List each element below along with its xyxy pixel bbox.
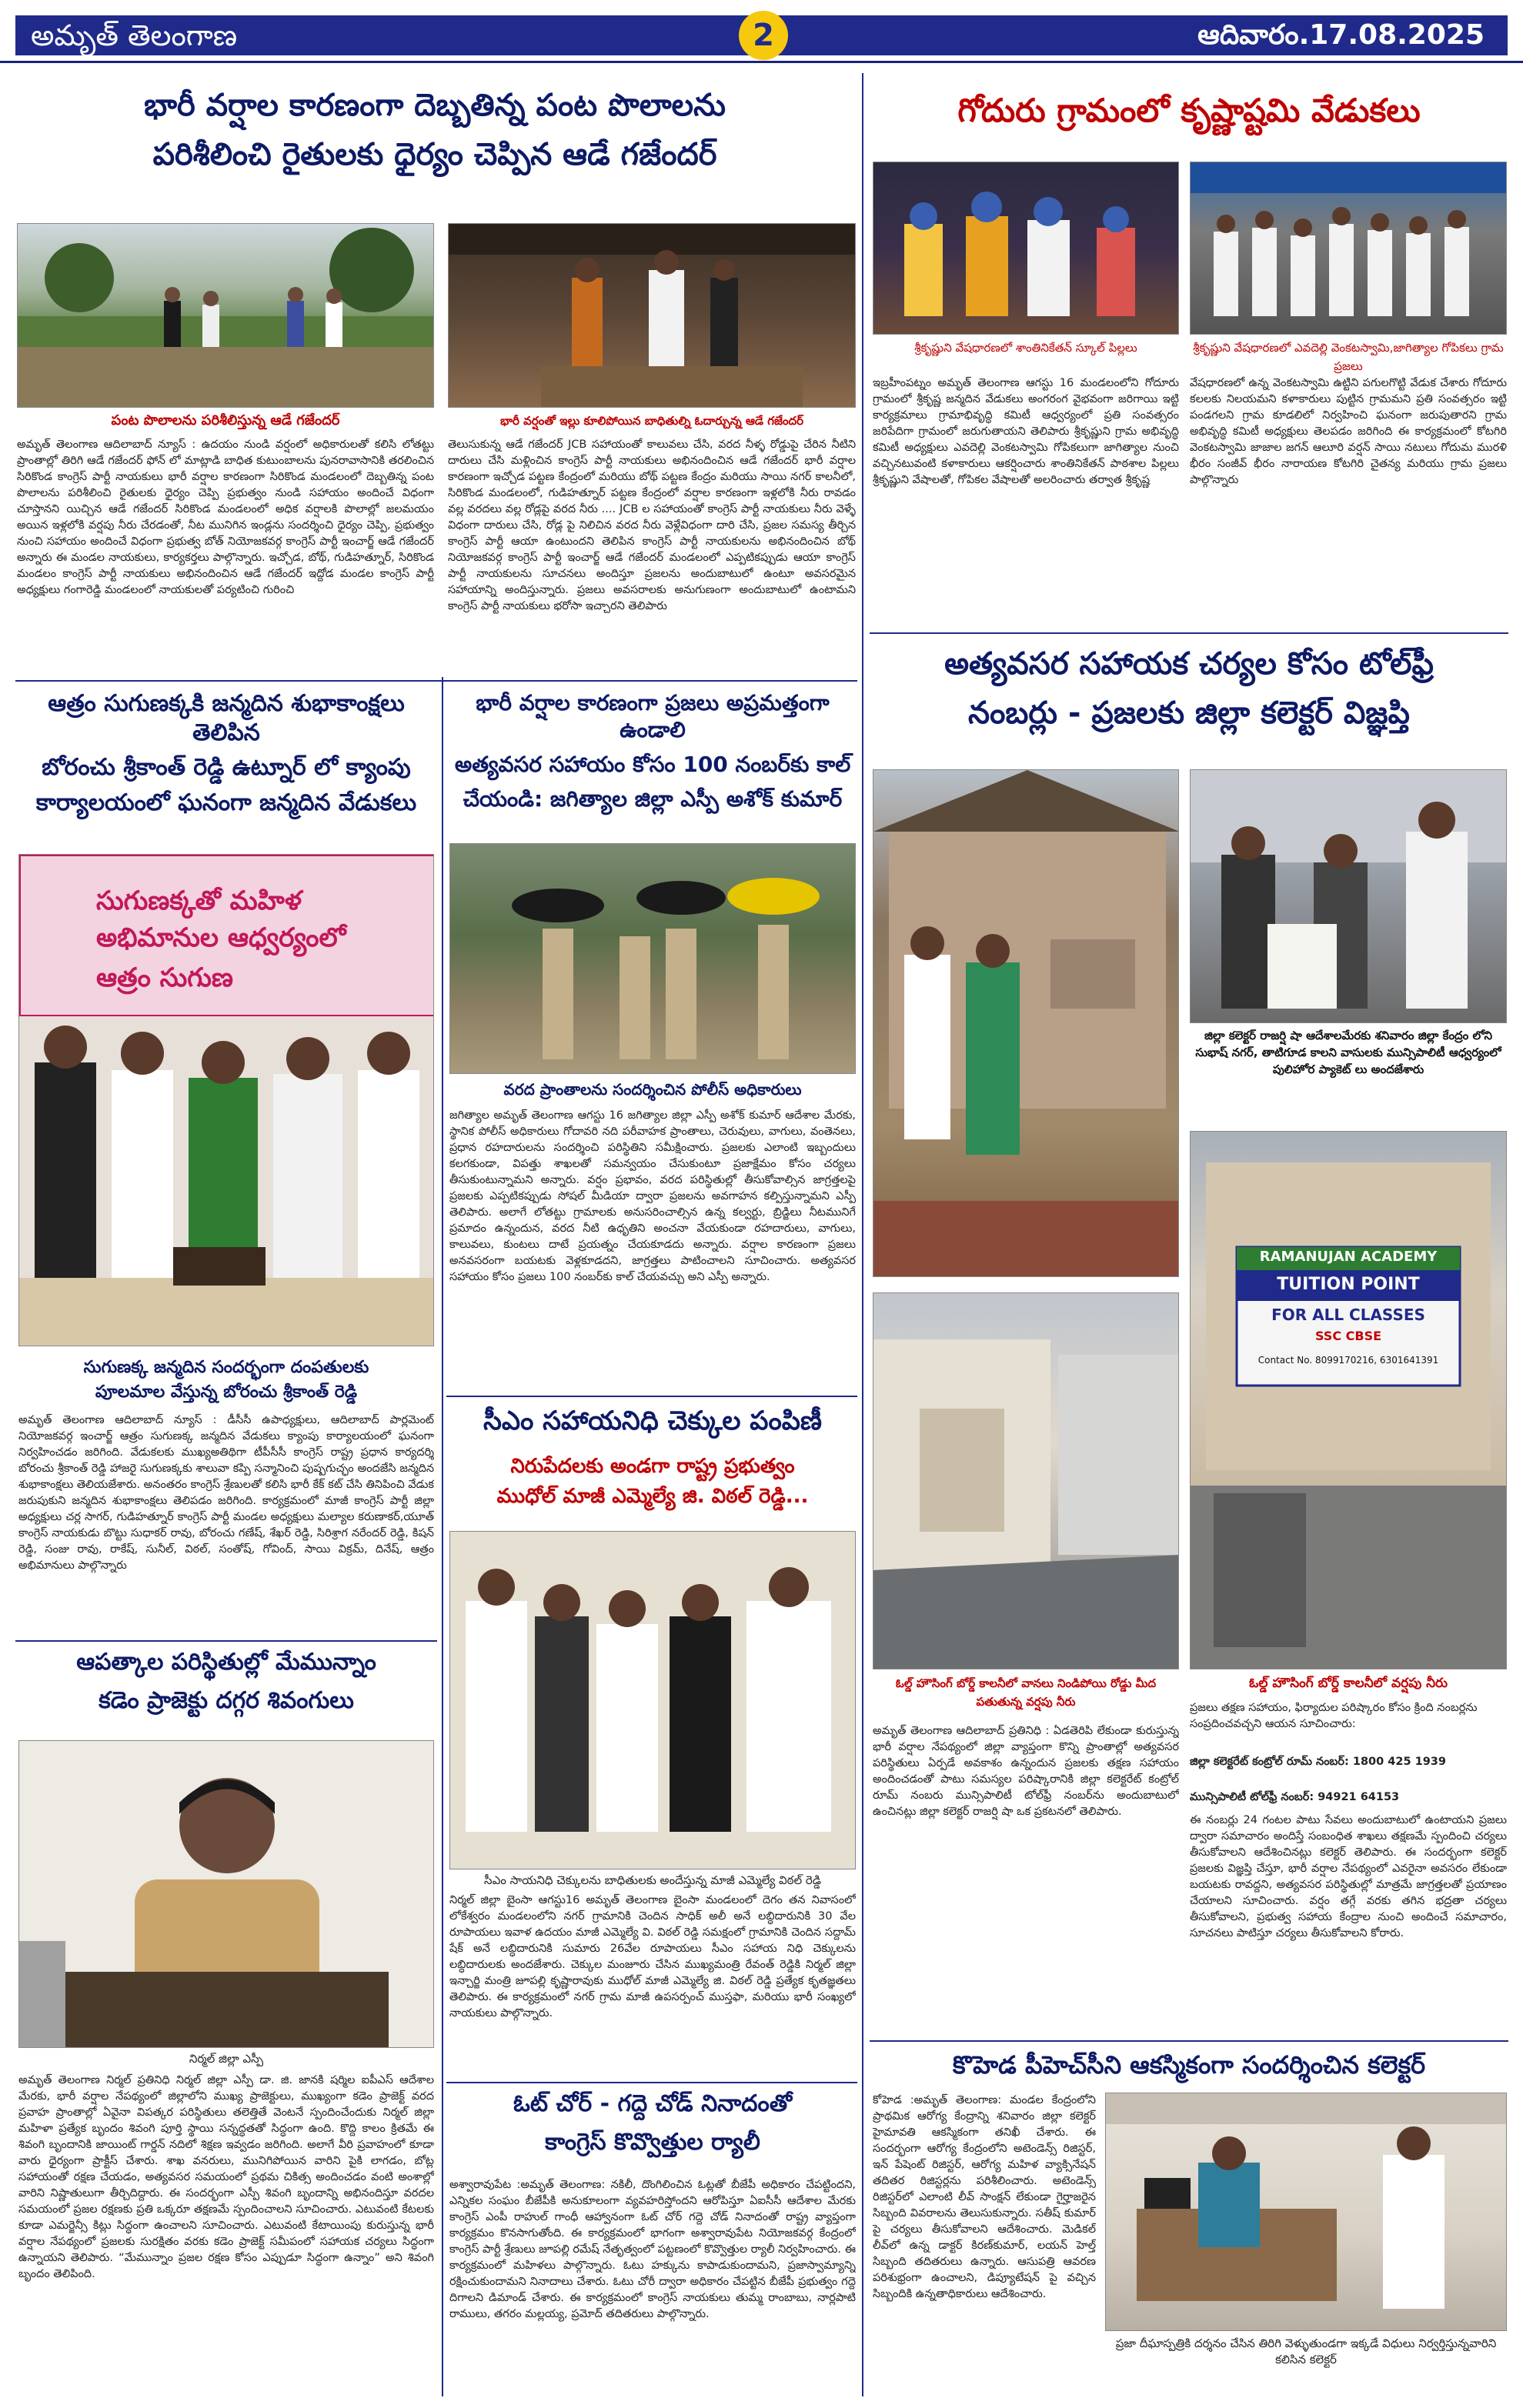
headline-line: కార్యాలయంలో ఘనంగా జన్మదిన వేడుకలు (35, 789, 417, 816)
contact-sign: Contact No. 8099170216, 6301641391 (1257, 1355, 1439, 1366)
headline-line: ఆత్రం సుగుణక్కకి జన్మదిన శుభాకాంక్షలు తెలిపిన (48, 690, 405, 746)
boards-sign: SSC CBSE (1314, 1329, 1382, 1343)
story-tollfree-body-left: అమృత్ తెలంగాణ ఆదిలాబాద్ ప్రతినిధి : ఏడతెరిపి లేకుండా కురుస్తున్న భారీ వర్షాల నేపథ్యంలో జిల్లా వ్యాప్తంగా కొన్ని ప్రాంతాల్లో అత్యవసర పరిస్థితులు ఏర్పడే అవకాశం ఉన్నందున ప్రజలకు తక్షణ సహాయం అందించడంతో పాటు సమస్యల పరిష్కారానికి జిల్లా కలెక్టరేట్ కంట్రోల్ రూమ్ నంబరు మున్సిపాలిటీ టోల్‌ఫ్రీ నంబర్‌ను అందుబాటులో ఉంచినట్లు జిల్లా కలెక్టర్ రాజర్షి షా ఒక ప్రకటనలో తెలిపారు. (873, 1725, 1179, 1818)
crop-field-photo (17, 223, 434, 408)
birthday-celebration-photo (18, 854, 434, 1346)
headline-line: ఆపత్కాల పరిస్థితుల్లో మేమున్నాం (76, 1649, 376, 1676)
food-distribution-illustration (873, 770, 1179, 1277)
section-rule (15, 680, 857, 682)
story-sp-body: జగిత్యాల అమృత్ తెలంగాణ ఆగస్టు 16 జగిత్యాల జిల్లా ఎస్పీ అశోక్ కుమార్ ఆదేశాల మేరకు, స్థానిక పోలీస్ అధికారులు గోదావరి నది పరీవాహక ప్రాంతాలు, చెరువులు, వాగులు, వంతెనలు, ప్రధాన రహదారులను సందర్శించి పరిస్థితిని సమీక్షించారు. ప్రజలకు ఎలాంటి ఇబ్బందులు కలగకుండా, విపత్తు శాఖలతో సమన్వయం చేసుకుంటూ ప్రజాక్షేమం కోసం చర్యలు తీసుకుంటున్నామని అన్నారు. వర్షం ప్రభావం, వరద పరిస్థితుల్లో తీసుకోవాల్సిన జాగ్రత్తలపై ప్రజలకు ఎప్పటికప్పుడు సోషల్ మీడియా ద్వారా ప్రజలను అవగాహన కల్పిస్తున్నామని ఎస్పీ తెలిపారు. అలాగే లోతట్టు గ్రామాలకు అనుసరించాల్సిన ఉన్న కల్వర్టు, బ్రిడ్జిలు నీటమునిగే ప్రమాదం ఉన్నందున, వరద నీటి ఉధృతిని అంచనా వేయకుండా రహదారులు, వాగులు, కాలువలు, కుంటలు దాటే ప్రయత్నం చేయకూడదు అన్నారు. వర్షాల కారణంగా ప్రజలు అనవసరంగా బయటకు వెళ్లకూడదని, జాగ్రత్తలు పాటించాలని సూచించారు. అత్యవసర సహాయం కోసం ప్రజలు 100 నంబర్‌కు కాల్ చేయవచ్చు అని ఎస్పీ అన్నారు. (449, 1109, 856, 1283)
section-rule (446, 2082, 857, 2083)
story-crop-headline (15, 86, 854, 174)
banner-subtitle: ఆత్రం సుగుణ (96, 962, 233, 993)
collector-visit-photo (1105, 2093, 1507, 2331)
krishna-children-illustration (873, 162, 1179, 335)
flooded-street-photo (873, 1292, 1179, 1669)
krishna-group-caption: శ్రీకృష్ణుని వేషధారణలో ఎవదెల్లి వెంకటస్వామి,జాగిత్యాల గోపికలు గ్రామ ప్రజలు (1193, 341, 1504, 373)
cmrf-cheque-photo (449, 1531, 856, 1869)
food-distribution-photo (873, 769, 1179, 1277)
headline-line: కాంగ్రెస్ కొవ్వొత్తుల ర్యాలీ (545, 2128, 760, 2156)
police-flood-illustration (450, 844, 856, 1074)
subhead-line: నిరుపేదలకు అండగా రాష్ట్ర ప్రభుత్వం (510, 1455, 795, 1478)
packet-photo-caption: జిల్లా కలెక్టర్ రాజర్షి షా ఆదేశాలమేరకు శనివారం జిల్లా కేంద్రం లోని సుభాష్ నగర్, తాటిగూడ కాలని వాసులకు మున్సిపాలిటీ ఆధ్వర్యంలో పులిహోర ప్యాకెట్ లు అందజేశారు (1195, 1029, 1501, 1076)
story-kadem-body: అమృత్ తెలంగాణ నిర్మల్ ప్రతినిధి నిర్మల్ జిల్లా ఎస్పీ డా. జి. జానకి షర్మిల ఐపీఎస్ ఆదేశాల మేరకు, భారీ వర్షాల నేపథ్యంలో జిల్లాలోని ముఖ్య ప్రాజెక్టులు, ముఖ్యంగా కడెం ప్రాజెక్ట్ వరద ప్రవాహ ప్రాంతాల్లో ఏవైనా విపత్కర పరిస్థితులు తలెత్తితే వెంటనే స్పందించేందుకు నిర్మల్ జిల్లా మహిళా ప్రత్యేక బృందం శివంగి పూర్తి స్థాయి సన్నద్ధతతో సిద్ధంగా ఉంది. కొద్ది కాలం క్రితమే ఈ శివంగి బృందానికి జాయింట్ గార్డన్ నదిలో శిక్షణ ఇవ్వడం జరిగింది. అలాగే వీరి ప్రవాహంలో కూడా వారు ధైర్యంగా ప్రాక్టీస్ చేశారు. శాఖ వనరులు, మునిగిపోయిన వారిని పైకి లాగడం, బోట్ల సహాయంతో రక్షణ చేయడం, అత్యవసర సమయంలో ప్రథమ చికిత్స అందించడం వంటి అంశాల్లో వారిని నిష్ణాతులుగా తీర్చిదిద్దారు. ఈ సందర్భంగా ఎస్పీ శివంగి బృందాన్ని అభినందిస్తూ వరదల సమయంలో ప్రజల రక్షణకు ప్రతి ఒక్కరూ తక్షణమే స్పందించాలని సూచించారు. ఎటువంటి కేటలకు కూడా ఎమర్జెన్సీ కిట్లు సిద్ధంగా ఉంచాలని సూచించారు. ఎటువంటి కేటాయింపు కురుస్తున్న భారీ వర్షాల నేపథ్యంలో ప్రజలకు సురక్షితం వరకు కడెం ప్రాజెక్ట్ సమీపంలో సహాయక చర్యలు సిద్ధంగా ఉన్నాయని తెలిపారు. “మేమున్నాం ప్రజల రక్షణ కోసం ఎప్పుడూ సిద్ధంగా ఉన్నాం” అని శివంగి బృందం తెలిపింది. (18, 2074, 434, 2280)
masthead (0, 0, 1523, 63)
story-crop-body-left: అమృత్ తెలంగాణ ఆదిలాబాద్ న్యూస్ : ఉదయం నుండి వర్షంలో అధికారులతో కలిసి లోతట్టు ప్రాంతాల్లో తిరిగి ఆడే గజేందర్ ఫోన్ లో మాట్లాడి బాధిత కుటుంబాలను పునరావాసానికి తరలించిన సిరికొండ కాంగ్రెస్ పార్టీ నాయకులు భారీ వర్షాల కారణంగా సిరికొండ మండలంలో దెబ్బతిన్న పంట పొలాలను పరిశీలించి రైతులకు ధైర్యం చెప్పి ప్రభుత్వం నుండి సహాయం అందించే విధంగా చూస్తానని యిచ్చిన ఆడే గజేందర్ సిరికొండ మండలంలో అధిక వర్షాలకి పొలాల్లో జలమయం అయిన ఇళ్లలోకి వర్షపు నీరు చేరడంతో, నీట మునిగిన ఇండ్లను సందర్శించి ధైర్యం చెప్పి, ప్రభుత్వం నుంచి సహాయం అందించే విధంగా ప్రభుత్వ బోత్ నియోజకవర్గ కాంగ్రెస్ పార్టీ ఇంచార్జ్ ఆడే గజేందర్ అన్నారు ఈ మండల నాయకులు, కార్యకర్తలు పాల్గొన్నారు. ఇచ్చోడ, బోథ్, గుడిహత్నూర్, సిరికొండ మండలం కాంగ్రెస్ పార్టీ నాయకులు అభినందించిన ఆడే గజేందర్ ఇద్దోడ మండల కాంగ్రెస్ పార్టీ అధ్యక్షులు గంగారెడ్డి మండలంలో నాయకులతో పర్యటించి గురించి (17, 439, 434, 596)
headline-line: పరిశీలించి రైతులకు ధైర్యం చెప్పిన ఆడే గజేందర్ (152, 137, 717, 172)
story-cmrf-body: నిర్మల్ జిల్లా బైంసా ఆగస్టు16 అమృత్ తెలంగాణ బైంసా మండలంలో దెగం తన నివాసంలో లోకేశ్వరం మండలంలోని నగర్ గ్రామానికి చెందిన సాధిక్ అలీ అనే లబ్ధిదారునికి 30 వేల రూపాయలు ఇవాళ ఉదయం మాజీ ఎమ్మెల్యే వి. విఠల్ రెడ్డి సమక్షంలో గ్రామానికి చెందిన సద్దామ్ షేక్ అనే లబ్ధిదారునికి సుమారు 26వేల రూపాయలు సీఎం సహాయ నిధి చెక్కులను లబ్ధిదారులకు అందజేశారు. చెక్కుల మంజూరు చేసిన ముఖ్యమంత్రి రేవంత్ రెడ్డికి నిర్మల్ జిల్లా ఇన్చార్జి మంత్రి జూపల్లి కృష్ణారావుకు ముధోల్ మాజీ ఎమ్మెల్యే జి. విఠల్ రెడ్డి ప్రత్యేక కృతజ్ఞతలు తెలిపారు. ఈ కార్యక్రమంలో నగర్ గ్రామ మాజీ ఉపసర్పంచ్ ముస్తఫా, మరియు భారీ సంఖ్యలో నాయకులు పాల్గొన్నారు. (449, 1894, 856, 2019)
column-rule (442, 677, 443, 2396)
story-krishna-headline: గోదురు గ్రామంలో కృష్ణాష్టమి వేడుకలు (957, 92, 1421, 129)
colony-photo-caption: ఓల్డ్ హౌసింగ్ బోర్డ్ కాలనీలో వర్షపు నీరు (1248, 1676, 1448, 1691)
krishna-children-caption: శ్రీకృష్ణుని వేషధారణలో శాంతినికేతన్ స్కూల్ పిల్లలు (914, 341, 1137, 355)
story-sp-headline (449, 689, 856, 812)
story-kohada-headline: కొహెడ పీహెచ్‌సీని ఆకస్మికంగా సందర్శించిన కలెక్టర్ (952, 2050, 1426, 2079)
column-rule (862, 73, 863, 2396)
caption-line: పూలమాల వేస్తున్న బోరంచు శ్రీకాంత్ రెడ్డి (95, 1382, 358, 1402)
story-cmrf-subhead (449, 1454, 856, 1509)
birthday-people-illustration (19, 1016, 434, 1346)
academy-building-illustration (1191, 1132, 1507, 1669)
section-rule (15, 1640, 437, 1642)
headline-line: అత్యవసర సహాయం కోసం 100 నంబర్‌కు కాల్ (454, 752, 851, 777)
headline-line: నంబర్లు - ప్రజలకు జిల్లా కలెక్టర్ విజ్ఞప్తి (968, 695, 1410, 731)
police-flood-photo (449, 843, 856, 1074)
story-krishna-body-right: వేషధారణలో ఉన్న వెంకటస్వామి ఉట్టిని పగులగొట్టి వేడుక చేశారు గోదూరు కలలకు నిలయమని కళాకారులు పుట్టిన గ్రామమని ప్రతి సంవత్సరం ఇట్టి పండగలని గ్రామ కూడలిలో నిర్వహించి ఘనంగా జరుపుతారని గ్రామ అభివృద్ధి కమిటీ అధ్యక్షులు తెలపడం జరిగింది ఈ కార్యక్రమంలో కోటగిరి వెంకటస్వామి జాజాల జగన్ ఆలూరి వర్షన్ సాయి నటులు గోదుమ మురళి భీరం సంజీవ్ భీరం నారాయణ కోటగిరి చైతన్య మరియు గ్రామ ప్రజలు పాల్గొన్నారు (1190, 377, 1507, 486)
story-birthday-body: అమృత్ తెలంగాణ ఆదిలాబాద్ న్యూస్ : డీసీసీ ఉపాధ్యక్షులు, ఆదిలాబాద్ పార్లమెంట్ నియోజకవర్గ ఇంచార్జ్ ఆత్రం సుగుణక్క జన్మదిన వేడుకలు క్యాంపు కార్యాలయంలో ఘనంగా నిర్వహించడం జరిగింది. వేడుకలకు ముఖ్యఅతిథిగా టీపీసీసీ కాంగ్రెస్ రాష్ట్ర ప్రధాన కార్యదర్శి బోరంచు శ్రీకాంత్ రెడ్డి హాజరై సుగుణక్కకు శాలువా కప్పి సన్మానించి పుష్పగుచ్ఛం అందజేసి జన్మదిన శుభాకాంక్షలు తెలియజేశారు. అనంతరం కాంగ్రెస్ శ్రేణులతో కలిసి భారీ కేక్ కట్ చేసి తినిపించి వేడుక జరుపుకుని జన్మదిన శుభాకాంక్షలు తెలిపడం జరిగింది. కార్యక్రమంలో మాజీ కాంగ్రెస్ పార్టీ జిల్లా అధ్యక్షులు చర్ల సాగర్, గుడిహత్నూర్ కాంగ్రెస్ పార్టీ మండల అధ్యక్షులు మల్యాల కరుణాకర్,యూత్ కాంగ్రెస్ నాయకుడు బొట్టు సుధాకర్ రావు, బోరంచు గణేష్, శేఖర్ రెడ్డి, సిరిశ్రాగ నరేందర్ రెడ్డి, కిషన్ రెడ్డి, సంజు రావు, రాకేష్, సునీల్, విఠల్, సంతోష్, గోవింద్, సాయి విక్రమ్, దినేష్, ఆత్రం అభిమానులు పాల్గొన్నారు (18, 1414, 434, 1572)
collector-visit-illustration (1106, 2093, 1507, 2331)
crop-field-illustration (18, 224, 434, 408)
cmrf-cheque-illustration (450, 1532, 856, 1869)
tollfree-info-intro: ప్రజలు తక్షణ సహాయం, ఫిర్యాదుల పరిష్కారం కోసం క్రింది నంబర్లను సంప్రదించవచ్చని ఆయన సూచించారు: (1190, 1702, 1478, 1730)
newspaper-name: అమృత్ తెలంగాణ (31, 18, 238, 52)
story-birthday-headline (15, 689, 437, 817)
house-photo-caption: భారీ వర్షంతో ఇల్లు కూలిపోయిన బాధితుల్ని ఓదార్చున్న ఆడే గజేందర్ (499, 414, 804, 428)
academy-sign: RAMANUJAN ACADEMY (1259, 1249, 1438, 1265)
story-krishna-body-left: ఇబ్రహీంపట్నం అమృత్ తెలంగాణ ఆగస్టు 16 మండలంలోని గోదూరు గ్రామంలో శ్రీకృష్ణ జన్మదిన వేడుకలు అంగరంగ వైభవంగా జరిగాయి ఇట్టి కార్యక్రమాలు గ్రామాభివృద్ధి కమిటీ ఆధ్వర్యంలో ప్రతి సంవత్సరం జరిపేదిగా గ్రామంలో జరుగుతాయని తెలిపారు శ్రీకృష్ణుని గ్రామ అభివృద్ధి కమిటీ అధ్యక్షులు ఎవదెల్లి వెంకటస్వామి గోపికలుగా జాగిత్యాల నుంచి వచ్చినటువంటి కళాకారులు ఆకర్షించారు శాంతినికేతన్ పాఠశాల పిల్లలు శ్రీకృష్ణుని వేషాలతో, గోపికల వేషాలతో అలరించారు తర్వాత శ్రీకృష్ణ (873, 377, 1179, 486)
flooded-street-illustration (873, 1293, 1179, 1669)
headline-line: ఓట్ చోర్ - గద్దె చోడ్ నినాదంతో (513, 2090, 792, 2117)
police-photo-caption: వరద ప్రాంతాలను సందర్శించిన పోలీస్ అధికారులు (503, 1080, 802, 1099)
cmrf-photo-caption: సీఎం సాయనిధి చెక్కులను బాధితులకు అందేస్తున్న మాజీ ఎమ్మెల్యే విఠల్ రెడ్డి (484, 1873, 821, 1887)
headline-line: చేయండి: జగిత్యాల జిల్లా ఎస్పీ అశోక్ కుమార్ (463, 786, 843, 812)
story-kohada-body: కోహెడ :అమృత్ తెలంగాణ: మండల కేంద్రంలోని ప్రాథమిక ఆరోగ్య కేంద్రాన్ని శనివారం జిల్లా కలెక్టర్ హైమావతి ఆకస్మికంగా తనిఖీ చేశారు. ఈ సందర్భంగా ఆరోగ్య కేంద్రంలోని అటెండెన్స్ రిజిస్టర్, ఇన్ పేషెంట్ రిజిస్టర్, ఆరోగ్య మహిళ వ్యాక్సినేషన్ తదితర రిజిస్టర్లను పరిశీలించారు. అటెండెన్స్ రిజిస్టర్‌లో ఎలాంటి లీవ్ సాంక్షన్ లేకుండా గైర్హాజరైన సిబ్బంది వివరాలను తెలుసుకున్నారు. సతీష్ కుమార్ పై చర్యలు తీసుకోవాలని ఆదేశించారు. మెడికల్ లీవ్‌లో ఉన్న డాక్టర్ కిరణ్‌కుమార్, లయన్ హెల్త్ సిబ్బంది తదితరులు ఉన్నారు. ఆసుపత్రి ఆవరణ పరిశుభ్రంగా ఉంచాలని, డిప్యూటేషన్ పై వచ్చిన సిబ్బందికి ఉన్నతాధికారులు ఆదేశించారు. (873, 2094, 1096, 2300)
house-flood-caption: ఓల్డ్ హౌసింగ్ బోర్డ్ కాలనీలో వానలు నిండిపోయి రోడ్డు మీద పతుతున్న వర్షపు నీరు (895, 1676, 1157, 1709)
tollfree-municipal-number: మున్సిపాలిటీ టోల్‌ఫ్రీ నంబర్: 94921 64153 (1190, 1791, 1400, 1803)
headline-line: బోరంచు శ్రీకాంత్ రెడ్డి ఉట్నూర్ లో క్యాంపు (42, 754, 411, 781)
tuition-sign: TUITION POINT (1277, 1275, 1420, 1294)
sp-portrait-illustration (19, 1741, 434, 2048)
section-rule (446, 1396, 857, 1397)
krishna-group-illustration (1191, 162, 1507, 335)
collapsed-house-photo (448, 223, 856, 408)
sp-portrait-photo (18, 1740, 434, 2048)
sp-portrait-caption: నిర్మల్ జిల్లా ఎస్పీ (189, 2052, 264, 2066)
academy-building-photo (1190, 1131, 1507, 1669)
section-rule (870, 2040, 1508, 2042)
story-kadem-headline (15, 1648, 437, 1715)
headline-line: కడెం ప్రాజెక్టు దగ్గర శివంగులు (99, 1686, 354, 1714)
story-tollfree-body-right: ఈ నంబర్లు 24 గంటల పాటు సేవలు అందుబాటులో ఉంటాయని ప్రజలు ద్వారా సమాచారం అందిస్తే సంబంధిత శాఖలు తక్షణమే స్పందించి చర్యలు తీసుకోవాలని ఆదేశించినట్లు కలెక్టర్ తెలిపారు. ఈ సందర్భంగా కలెక్టర్ ప్రజలకు విజ్ఞప్తి చేస్తూ, భారీ వర్షాల నేపథ్యంలో ఎవరైనా అవసరం లేకుండా బయటకు రావద్దని, అత్యవసర పరిస్థితుల్లో మాత్రమే జాగ్రత్తలతో ప్రయాణం చేయాలని సూచించారు. వర్షం తగ్గే వరకు తగిన భద్రతా చర్యలు తీసుకోవాలని, ప్రభుత్వ సహాయ కేంద్రాల నుంచి అందించే సమాచారం, సూచనలు పాటిస్తూ చర్యలు తీసుకోవాలని కోరారు. (1190, 1814, 1507, 1939)
banner-title: సుగుణక్కతో మహిళ అభిమానుల ఆధ్వర్యంలో (96, 885, 346, 953)
headline-line: అత్యవసర సహాయక చర్యల కోసం టోల్‌ఫ్రీ (944, 646, 1434, 682)
story-vote-body: అశ్వారావుపేట :అమృత్ తెలంగాణ: నకిలీ, దొంగిలించిన ఓట్లతో బీజేపీ అధికారం చేపట్టిందని, ఎన్నికల సంఘం బీజేపీకి అనుకూలంగా వ్యవహరిస్తోందని ఆరోపిస్తూ ఏఐసీసీ ఆదేశాల మేరకు కాంగ్రెస్ ఎంపీ రాహుల్ గాంధీ ఆహ్వానంగా ఓట్ చోర్ గద్దె చోడ్ నినాదంతో రాష్ట్ర వ్యాప్తంగా కార్యక్రమం కొనసాగుతోంది. ఈ కార్యక్రమంలో భాగంగా అశ్వారావుపేట నియోజకవర్గ కేంద్రంలో కాంగ్రెస్ పార్టీ శ్రేణులు జూపల్లి రమేష్ నేతృత్వంలో పట్టణంలో కొవ్వొత్తుల ర్యాలీ నిర్వహించారు. ఈ కార్యక్రమంలో మహిళలు పాల్గొన్నారు. ఓటు హక్కును కాపాడుకుందామని, ప్రజాస్వామ్యాన్ని రక్షించుకుందామని నినాదాలు చేశారు. ఓటు చోరీ ద్వారా అధికారం చేపట్టిన బీజేపీ ప్రభుత్వం గద్దె దిగాలని డిమాండ్ చేశారు. ఈ కార్యక్రమంలో కాంగ్రెస్ నాయకులు తుమ్మ రాంబాబు, నార్లపాటి రాములు, తగరం మల్లయ్య, ప్రమోద్ తదితరులు పాల్గొన్నారు. (449, 2179, 856, 2320)
caption-line: సుగుణక్క జన్మదిన సందర్భంగా దంపతులకు (83, 1358, 369, 1377)
tollfree-control-number: జిల్లా కలెక్టరేట్ కంట్రోల్ రూమ్ నంబర్: 1800 425 1939 (1190, 1756, 1446, 1768)
headline-line: భారీ వర్షాల కారణంగా ప్రజలు అప్రమత్తంగా ఉండాలి (476, 690, 830, 742)
story-crop-body-right: తెలుసుకున్న ఆడే గజేందర్ JCB సహాయంతో కాలువలు చేసి, వరద నీళ్ళ రోడ్డుపై చేరిన నీటిని దారులు చేసి మళ్లించిన కాంగ్రెస్ పార్టీ నాయకులు అభినందించిన ఆడే గజేందర్ భారీ వర్షాల కారణంగా ఇచ్చోడ పట్టణ కేంద్రంలో మరియు బోథ్ పట్టణ కేంద్రం మరియు సాయి నగర్ కాలనీలో, సిరికొండ మండలంలో, గుడిహత్నూర్ పట్టణ కేంద్రంలో వర్షాల కారణంగా ఇళ్లలోకి నీరు రావడం వల్ల వరదలు వల్ల రోడ్లపై వరద నీరు .... JCB ల సహాయంతో కాంగ్రెస్ పార్టీ నాయకులు నీరు వెళ్ళే విధంగా దారులు చేసి, రోడ్ల పై నిలిచిన వరద నీరు వెళ్లేవిధంగా దారి చేసి, ప్రజల సమస్య తీర్చిన కాంగ్రెస్ పార్టీ ఆయా ఉంటుందని తెలిపిన కాంగ్రెస్ పార్టీ నాయకులను అభినందించిన బోథ్ నియోజకవర్గ కాంగ్రెస్ పార్టీ ఇంచార్జ్ ఆడే గజేందర్ మండలంలో ఎప్పటికప్పుడు ఆయా కాంగ్రెస్ పార్టీ నాయకులను సూచనలు అందిస్తూ ప్రజలను అందుబాటులో ఉంటూ అవసరమైన సహాయాన్ని అందిస్తున్నారు. ప్రజలు అవసరాలకు అనుగుణంగా అందుబాటులో ఉంటామని కాంగ్రెస్ పార్టీ నాయకులు భరోసా ఇచ్చారని తెలిపారు (448, 439, 856, 612)
packet-distribution-photo (1190, 769, 1507, 1023)
krishna-children-photo (873, 162, 1179, 335)
crop-photo-caption: పంట పొలాలను పరిశీలిస్తున్న ఆడే గజేందర్ (111, 412, 340, 429)
story-cmrf-headline: సీఎం సహాయనిధి చెక్కుల పంపిణీ (483, 1406, 822, 1436)
packet-distribution-illustration (1191, 770, 1507, 1023)
headline-line: భారీ వర్షాల కారణంగా దెబ్బతిన్న పంట పొలాలను (144, 88, 726, 123)
page-number-badge: 2 (739, 11, 788, 60)
classes-sign: FOR ALL CLASSES (1271, 1306, 1425, 1324)
story-tollfree-headline (870, 645, 1508, 732)
krishna-group-photo (1190, 162, 1507, 335)
edition-date: ఆదివారం.17.08.2025 (1197, 19, 1485, 51)
collapsed-house-illustration (449, 224, 856, 408)
collector-visit-caption: ప్రజా దీఘాస్పత్రికి దర్శనం చేసిన తిరిగి వెళ్ళుతుండగా ఇక్కడే విధులు నిర్వర్తిస్తున్నవారిని కలిసిన కలెక్టర్ (1115, 2336, 1497, 2366)
subhead-line: ముధోల్ మాజీ ఎమ్మెల్యే జి. విఠల్ రెడ్డి... (496, 1484, 809, 1508)
birthday-photo-caption (18, 1356, 434, 1405)
story-vote-headline (449, 2089, 856, 2156)
section-rule (870, 632, 1508, 634)
